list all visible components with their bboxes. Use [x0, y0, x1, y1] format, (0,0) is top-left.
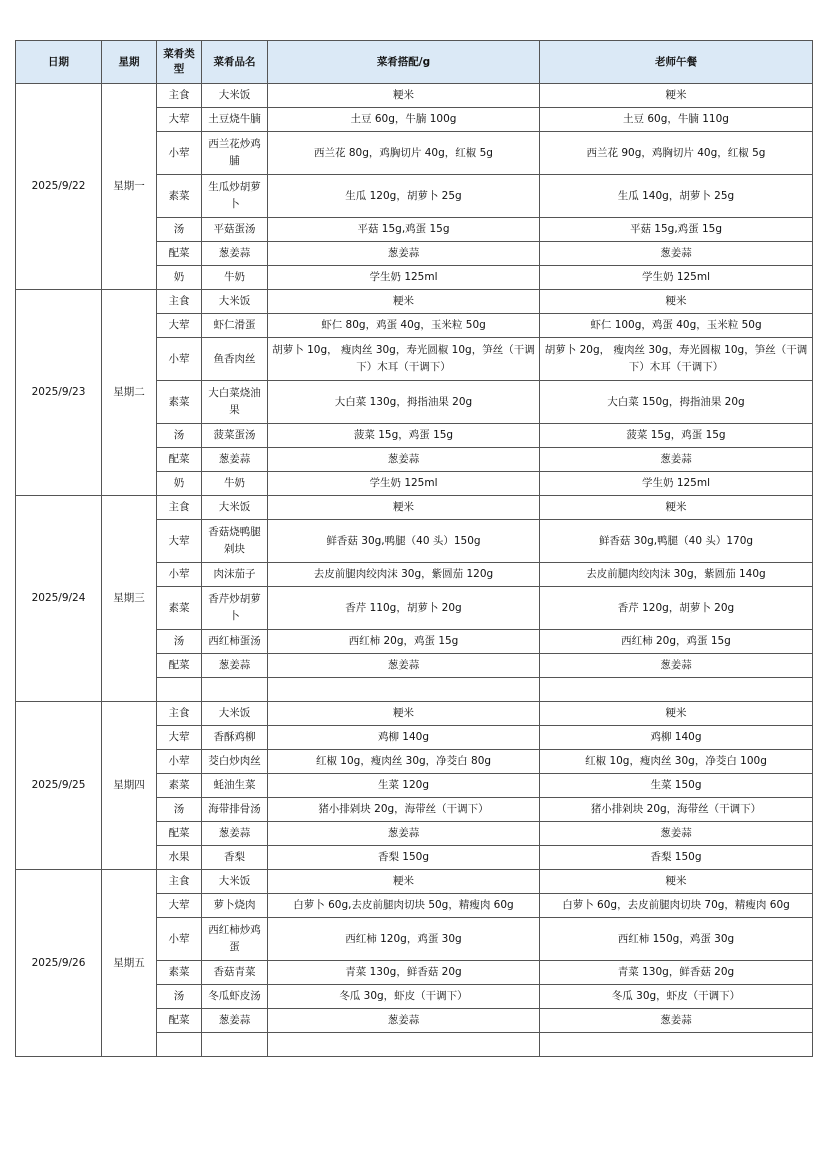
recipe-cell: 西红柿 20g，鸡蛋 15g — [268, 630, 540, 654]
weekly-menu-table — [15, 40, 813, 1057]
dish-name-cell: 葱姜蒜 — [202, 242, 268, 266]
day-weekday: 星期四 — [102, 702, 157, 870]
recipe-cell: 鸡柳 140g — [268, 726, 540, 750]
recipe-cell: 大白菜 130g，拇指油果 20g — [268, 381, 540, 424]
dish-type-cell: 小荤 — [157, 338, 202, 381]
dish-name-cell: 牛奶 — [202, 266, 268, 290]
recipe-cell: 学生奶 125ml — [268, 266, 540, 290]
menu-body — [16, 84, 813, 1057]
recipe-cell: 白萝卜 60g,去皮前腿肉切块 50g，精瘦肉 60g — [268, 894, 540, 918]
dish-type-cell: 配菜 — [157, 448, 202, 472]
dish-name-cell: 葱姜蒜 — [202, 1009, 268, 1033]
dish-name-cell: 土豆烧牛腩 — [202, 108, 268, 132]
dish-name-cell — [202, 678, 268, 702]
teacher-lunch-cell: 葱姜蒜 — [540, 242, 813, 266]
recipe-cell: 猪小排剁块 20g，海带丝（干调下） — [268, 798, 540, 822]
table-row — [16, 870, 813, 894]
dish-type-cell: 小荤 — [157, 750, 202, 774]
dish-name-cell: 茭白炒肉丝 — [202, 750, 268, 774]
day-date: 2025/9/25 — [16, 702, 102, 870]
dish-name-cell: 大米饭 — [202, 290, 268, 314]
dish-type-cell: 素菜 — [157, 175, 202, 218]
teacher-lunch-cell: 去皮前腿肉绞肉沫 30g，紫圆茄 140g — [540, 563, 813, 587]
dish-name-cell: 肉沫茄子 — [202, 563, 268, 587]
table-row — [16, 702, 813, 726]
recipe-cell: 菠菜 15g，鸡蛋 15g — [268, 424, 540, 448]
recipe-cell: 生瓜 120g，胡萝卜 25g — [268, 175, 540, 218]
dish-type-cell: 主食 — [157, 702, 202, 726]
dish-type-cell: 素菜 — [157, 587, 202, 630]
dish-name-cell: 香菇青菜 — [202, 961, 268, 985]
recipe-cell: 葱姜蒜 — [268, 654, 540, 678]
dish-name-cell: 大米饭 — [202, 702, 268, 726]
dish-type-cell: 主食 — [157, 290, 202, 314]
dish-type-cell: 汤 — [157, 424, 202, 448]
dish-name-cell: 虾仁滑蛋 — [202, 314, 268, 338]
day-date: 2025/9/23 — [16, 290, 102, 496]
dish-type-cell: 小荤 — [157, 132, 202, 175]
dish-name-cell: 冬瓜虾皮汤 — [202, 985, 268, 1009]
teacher-lunch-cell: 葱姜蒜 — [540, 448, 813, 472]
dish-type-cell: 汤 — [157, 985, 202, 1009]
teacher-lunch-cell: 胡萝卜 20g， 瘦肉丝 30g，寿光圆椒 10g，笋丝（干调下）木耳（干调下） — [540, 338, 813, 381]
dish-name-cell: 葱姜蒜 — [202, 448, 268, 472]
header-row — [16, 41, 813, 84]
teacher-lunch-cell: 学生奶 125ml — [540, 266, 813, 290]
teacher-lunch-cell: 西红柿 20g，鸡蛋 15g — [540, 630, 813, 654]
dish-name-cell: 西兰花炒鸡脯 — [202, 132, 268, 175]
dish-name-cell: 葱姜蒜 — [202, 654, 268, 678]
teacher-lunch-cell: 葱姜蒜 — [540, 822, 813, 846]
day-date: 2025/9/22 — [16, 84, 102, 290]
teacher-lunch-cell: 粳米 — [540, 496, 813, 520]
teacher-lunch-cell: 猪小排剁块 20g，海带丝（干调下） — [540, 798, 813, 822]
recipe-cell: 去皮前腿肉绞肉沫 30g，紫圆茄 120g — [268, 563, 540, 587]
dish-type-cell: 小荤 — [157, 918, 202, 961]
dish-name-cell: 蚝油生菜 — [202, 774, 268, 798]
dish-type-cell: 配菜 — [157, 822, 202, 846]
dish-type-cell: 主食 — [157, 84, 202, 108]
dish-name-cell: 香酥鸡柳 — [202, 726, 268, 750]
recipe-cell: 学生奶 125ml — [268, 472, 540, 496]
teacher-lunch-cell: 平菇 15g,鸡蛋 15g — [540, 218, 813, 242]
recipe-cell: 生菜 120g — [268, 774, 540, 798]
dish-name-cell: 香菇烧鸭腿剁块 — [202, 520, 268, 563]
recipe-cell: 青菜 130g，鲜香菇 20g — [268, 961, 540, 985]
recipe-cell: 胡萝卜 10g， 瘦肉丝 30g，寿光圆椒 10g，笋丝（干调下）木耳（干调下） — [268, 338, 540, 381]
header-recipe: 菜肴搭配/g — [268, 41, 540, 84]
dish-type-cell: 汤 — [157, 630, 202, 654]
teacher-lunch-cell: 香梨 150g — [540, 846, 813, 870]
header-dish-name: 菜肴品名 — [202, 41, 268, 84]
recipe-cell: 平菇 15g,鸡蛋 15g — [268, 218, 540, 242]
day-weekday: 星期二 — [102, 290, 157, 496]
teacher-lunch-cell: 粳米 — [540, 84, 813, 108]
teacher-lunch-cell: 红椒 10g，瘦肉丝 30g，净茭白 100g — [540, 750, 813, 774]
recipe-cell: 土豆 60g，牛腩 100g — [268, 108, 540, 132]
dish-type-cell: 素菜 — [157, 961, 202, 985]
dish-name-cell: 海带排骨汤 — [202, 798, 268, 822]
teacher-lunch-cell: 葱姜蒜 — [540, 1009, 813, 1033]
recipe-cell: 粳米 — [268, 702, 540, 726]
recipe-cell: 粳米 — [268, 870, 540, 894]
dish-type-cell: 素菜 — [157, 381, 202, 424]
recipe-cell: 粳米 — [268, 496, 540, 520]
recipe-cell: 葱姜蒜 — [268, 1009, 540, 1033]
dish-type-cell: 素菜 — [157, 774, 202, 798]
teacher-lunch-cell: 鸡柳 140g — [540, 726, 813, 750]
teacher-lunch-cell: 香芹 120g，胡萝卜 20g — [540, 587, 813, 630]
recipe-cell: 香芹 110g，胡萝卜 20g — [268, 587, 540, 630]
table-row — [16, 290, 813, 314]
teacher-lunch-cell: 大白菜 150g，拇指油果 20g — [540, 381, 813, 424]
recipe-cell: 香梨 150g — [268, 846, 540, 870]
teacher-lunch-cell: 鲜香菇 30g,鸭腿（40 头）170g — [540, 520, 813, 563]
dish-type-cell: 大荤 — [157, 894, 202, 918]
header-teacher-lunch: 老师午餐 — [540, 41, 813, 84]
dish-type-cell: 大荤 — [157, 726, 202, 750]
teacher-lunch-cell — [540, 678, 813, 702]
table-row — [16, 84, 813, 108]
teacher-lunch-cell: 白萝卜 60g，去皮前腿肉切块 70g，精瘦肉 60g — [540, 894, 813, 918]
teacher-lunch-cell: 粳米 — [540, 702, 813, 726]
recipe-cell: 粳米 — [268, 84, 540, 108]
dish-type-cell: 汤 — [157, 218, 202, 242]
dish-type-cell: 大荤 — [157, 314, 202, 338]
day-weekday: 星期三 — [102, 496, 157, 702]
dish-name-cell: 生瓜炒胡萝卜 — [202, 175, 268, 218]
dish-type-cell: 大荤 — [157, 108, 202, 132]
teacher-lunch-cell: 学生奶 125ml — [540, 472, 813, 496]
table-row — [16, 496, 813, 520]
dish-name-cell: 西红柿蛋汤 — [202, 630, 268, 654]
dish-name-cell: 萝卜烧肉 — [202, 894, 268, 918]
header-date: 日期 — [16, 41, 102, 84]
teacher-lunch-cell: 菠菜 15g，鸡蛋 15g — [540, 424, 813, 448]
day-date: 2025/9/24 — [16, 496, 102, 702]
dish-name-cell: 大米饭 — [202, 870, 268, 894]
teacher-lunch-cell: 虾仁 100g，鸡蛋 40g，玉米粒 50g — [540, 314, 813, 338]
dish-name-cell: 牛奶 — [202, 472, 268, 496]
day-weekday: 星期五 — [102, 870, 157, 1057]
dish-name-cell: 西红柿炒鸡蛋 — [202, 918, 268, 961]
recipe-cell: 红椒 10g，瘦肉丝 30g，净茭白 80g — [268, 750, 540, 774]
dish-name-cell: 香芹炒胡萝卜 — [202, 587, 268, 630]
teacher-lunch-cell: 冬瓜 30g，虾皮（干调下） — [540, 985, 813, 1009]
recipe-cell: 虾仁 80g，鸡蛋 40g，玉米粒 50g — [268, 314, 540, 338]
dish-name-cell: 平菇蛋汤 — [202, 218, 268, 242]
dish-type-cell: 汤 — [157, 798, 202, 822]
recipe-cell: 冬瓜 30g，虾皮（干调下） — [268, 985, 540, 1009]
dish-type-cell: 大荤 — [157, 520, 202, 563]
recipe-cell: 葱姜蒜 — [268, 822, 540, 846]
dish-type-cell: 奶 — [157, 472, 202, 496]
recipe-cell — [268, 1033, 540, 1057]
recipe-cell: 葱姜蒜 — [268, 242, 540, 266]
teacher-lunch-cell: 粳米 — [540, 290, 813, 314]
dish-name-cell: 大米饭 — [202, 84, 268, 108]
dish-type-cell: 配菜 — [157, 1009, 202, 1033]
teacher-lunch-cell: 西兰花 90g，鸡胸切片 40g，红椒 5g — [540, 132, 813, 175]
dish-type-cell: 配菜 — [157, 654, 202, 678]
dish-type-cell: 奶 — [157, 266, 202, 290]
teacher-lunch-cell: 粳米 — [540, 870, 813, 894]
header-weekday: 星期 — [102, 41, 157, 84]
teacher-lunch-cell: 生菜 150g — [540, 774, 813, 798]
dish-type-cell — [157, 1033, 202, 1057]
recipe-cell: 西红柿 120g，鸡蛋 30g — [268, 918, 540, 961]
dish-type-cell: 小荤 — [157, 563, 202, 587]
dish-name-cell — [202, 1033, 268, 1057]
dish-name-cell: 大白菜烧油果 — [202, 381, 268, 424]
recipe-cell: 西兰花 80g，鸡胸切片 40g，红椒 5g — [268, 132, 540, 175]
teacher-lunch-cell: 青菜 130g，鲜香菇 20g — [540, 961, 813, 985]
day-date: 2025/9/26 — [16, 870, 102, 1057]
dish-name-cell: 鱼香肉丝 — [202, 338, 268, 381]
dish-type-cell: 配菜 — [157, 242, 202, 266]
dish-type-cell: 主食 — [157, 496, 202, 520]
recipe-cell: 鲜香菇 30g,鸭腿（40 头）150g — [268, 520, 540, 563]
dish-name-cell: 香梨 — [202, 846, 268, 870]
teacher-lunch-cell — [540, 1033, 813, 1057]
teacher-lunch-cell: 葱姜蒜 — [540, 654, 813, 678]
day-weekday: 星期一 — [102, 84, 157, 290]
recipe-cell: 粳米 — [268, 290, 540, 314]
recipe-cell — [268, 678, 540, 702]
dish-name-cell: 菠菜蛋汤 — [202, 424, 268, 448]
dish-name-cell: 葱姜蒜 — [202, 822, 268, 846]
dish-name-cell: 大米饭 — [202, 496, 268, 520]
dish-type-cell — [157, 678, 202, 702]
teacher-lunch-cell: 土豆 60g，牛腩 110g — [540, 108, 813, 132]
dish-type-cell: 水果 — [157, 846, 202, 870]
recipe-cell: 葱姜蒜 — [268, 448, 540, 472]
teacher-lunch-cell: 西红柿 150g，鸡蛋 30g — [540, 918, 813, 961]
dish-type-cell: 主食 — [157, 870, 202, 894]
teacher-lunch-cell: 生瓜 140g，胡萝卜 25g — [540, 175, 813, 218]
header-dish-type: 菜肴类型 — [157, 41, 202, 84]
